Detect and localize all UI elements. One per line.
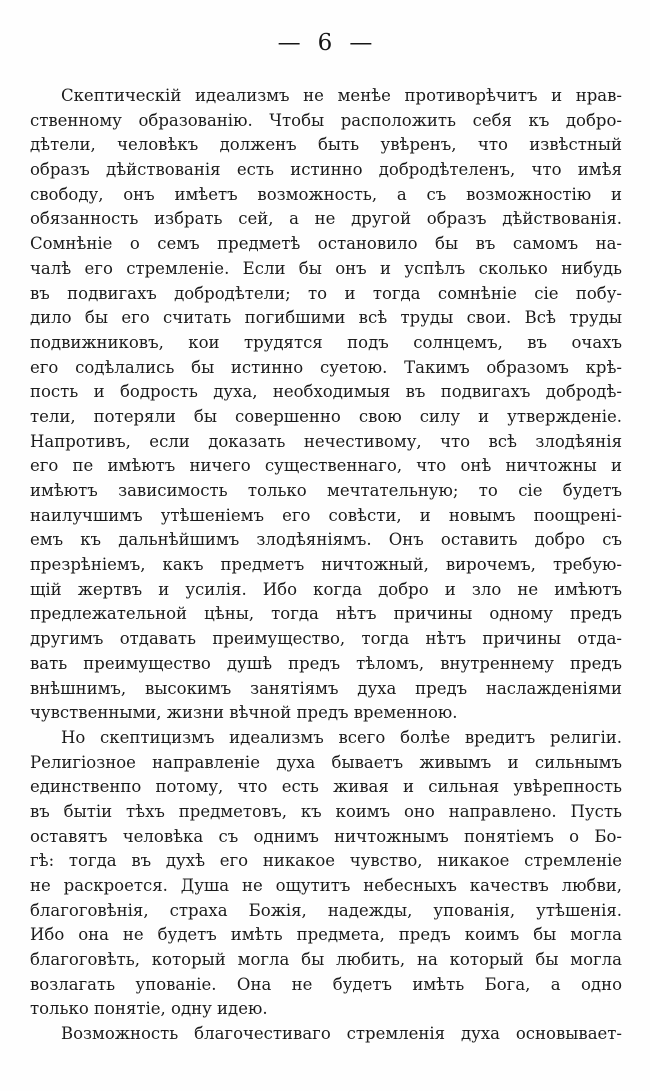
paragraph <box>30 84 622 726</box>
paragraph <box>30 726 622 1022</box>
text-line: образъ дѣйствованія есть истинно добродѣтеленъ, что имѣя <box>30 160 622 180</box>
text-line: дило бы его считать погибшими всѣ труды свои. Всѣ труды <box>30 308 622 328</box>
text-line: возлагать упованіе. Она не будетъ имѣть Бога, а одно <box>30 974 622 994</box>
text-line: предлежательной цѣны, тогда нѣтъ причины одному предъ <box>30 604 622 624</box>
header-dash-right: — <box>349 30 373 56</box>
text-line: Но скептицизмъ идеализмъ всего болѣе вредитъ религіи. <box>61 727 622 747</box>
text-line: наилучшимъ утѣшеніемъ его совѣсти, и новымъ поощрені- <box>30 505 622 525</box>
text-line: щій жертвъ и усилія. Ибо когда добро и зло не имѣютъ <box>30 579 622 599</box>
body-text <box>30 84 622 1047</box>
text-line: гѣ: тогда въ духѣ его никакое чувство, никакое стремленіе <box>30 851 622 871</box>
text-line: оставятъ человѣка съ однимъ ничтожнымъ понятіемъ о Бо- <box>30 826 622 846</box>
text-line: чувственными, жизни вѣчной предъ временною. <box>30 703 458 723</box>
text-line: благоговѣнія, страха Божія, надежды, упованія, утѣшенія. <box>30 900 622 920</box>
text-line: емъ къ дальнѣйшимъ злодѣяніямъ. Онъ оставить добро съ <box>30 530 622 550</box>
paragraph <box>30 1022 622 1047</box>
text-line: не раскроется. Душа не ощутитъ небесныхъ качествъ любви, <box>30 876 622 895</box>
text-line: подвижниковъ, кои трудятся подъ солнцемъ, въ очахъ <box>30 332 622 352</box>
text-line: дѣтели, человѣкъ долженъ быть увѣренъ, что извѣстный <box>30 135 622 155</box>
page-header <box>0 30 650 56</box>
text-line: другимъ отдавать преимущество, тогда нѣтъ причины отда- <box>30 629 622 649</box>
text-line: Скептическій идеализмъ не менѣе противорѣчитъ и нрав- <box>61 86 622 105</box>
text-line: пость и бодрость духа, необходимыя въ подвигахъ добродѣ- <box>30 382 622 402</box>
text-line: благоговѣть, который могла бы любить, на который бы могла <box>30 950 622 970</box>
text-line: свободу, онъ имѣетъ возможность, а съ возможностію и <box>30 184 622 204</box>
text-line: его содѣлались бы истинно суетою. Такимъ образомъ крѣ- <box>30 357 622 377</box>
text-line: Ибо она не будетъ имѣть предмета, предъ коимъ бы могла <box>30 925 622 945</box>
text-line: презрѣніемъ, какъ предметъ ничтожный, вирочемъ, требую- <box>30 555 622 575</box>
text-line: внѣшнимъ, высокимъ занятіямъ духа предъ наслажденіями <box>30 678 622 698</box>
text-line: ственному образованію. Чтобы расположить себя къ добро- <box>30 110 622 130</box>
text-line: Религіозное направленіе духа бываетъ живымъ и сильнымъ <box>30 752 622 772</box>
text-line: только понятіе, одну идею. <box>30 999 268 1019</box>
text-line: вать преимущество душѣ предъ тѣломъ, внутреннему предъ <box>30 653 622 673</box>
text-line: имѣютъ зависимость только мечтательную; то сіе будетъ <box>30 481 622 500</box>
text-line: Напротивъ, если доказать нечестивому, что всѣ злодѣянія <box>30 431 622 451</box>
text-line: Сомнѣніе о семъ предметѣ остановило бы въ самомъ на- <box>30 234 622 254</box>
page-number: 6 <box>317 30 333 56</box>
header-dash-left: — <box>277 30 301 56</box>
text-line: чалѣ его стремленіе. Если бы онъ и успѣлъ сколько нибудь <box>30 258 622 278</box>
text-line: его пе имѣютъ ничего существеннаго, что онѣ ничтожны и <box>30 456 622 476</box>
text-line: обязанность избрать сей, а не другой образъ дѣйствованія. <box>30 209 622 229</box>
text-line: тели, потеряли бы совершенно свою силу и утвержденіе. <box>30 406 622 426</box>
text-line: въ бытіи тѣхъ предметовъ, къ коимъ оно направлено. Пусть <box>30 801 622 821</box>
text-line: Возможность благочестиваго стремленія духа основывает- <box>61 1024 622 1044</box>
text-line: единственпо потому, что есть живая и сильная увѣрепность <box>30 777 622 797</box>
text-line: въ подвигахъ добродѣтели; то и тогда сомнѣніе сіе побу- <box>30 283 622 303</box>
